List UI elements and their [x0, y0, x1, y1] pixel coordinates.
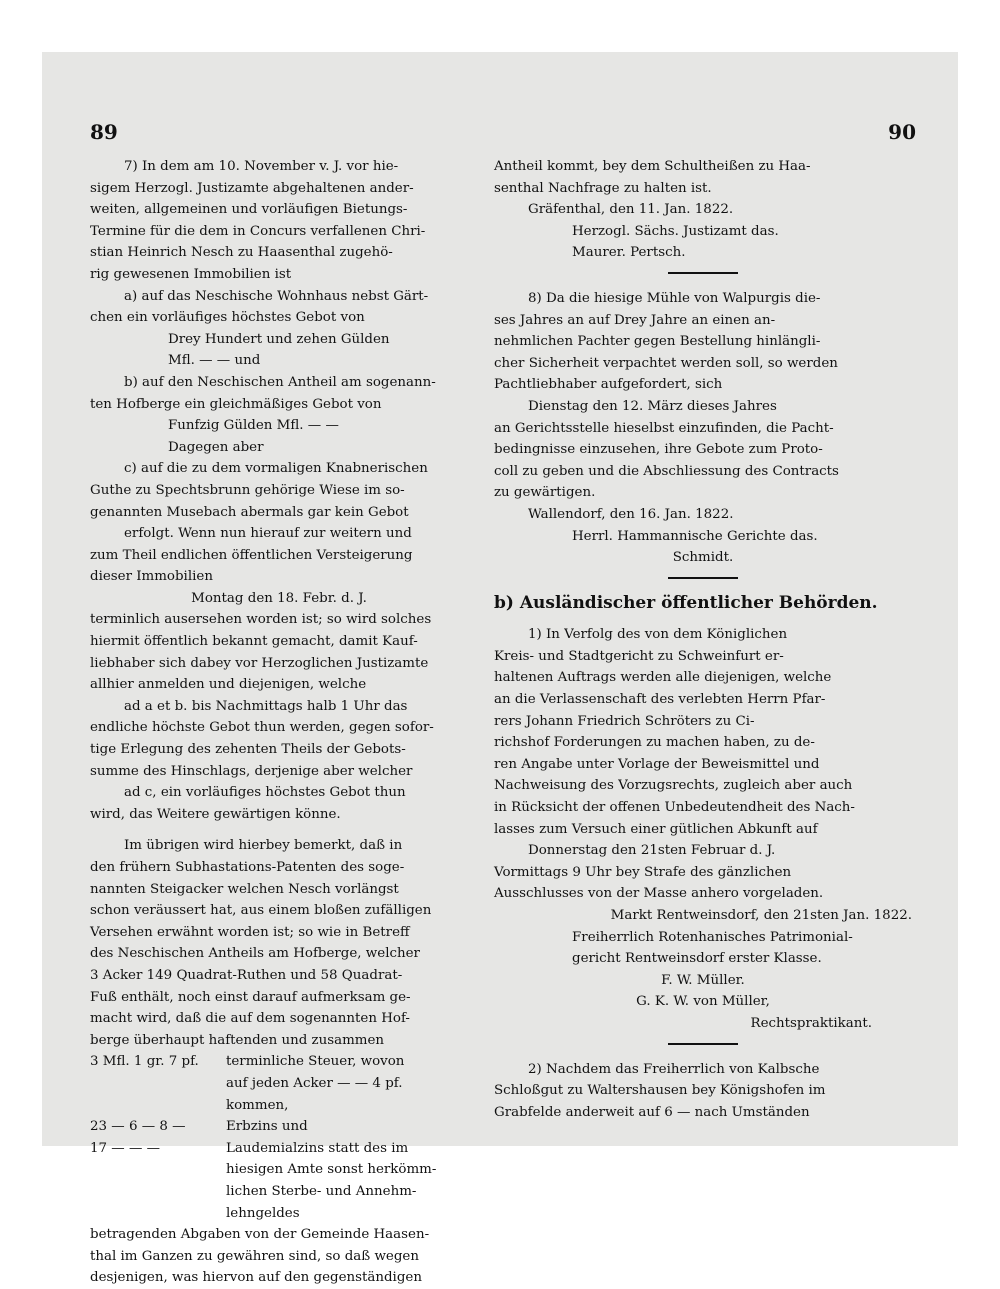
text-line: desjenigen, was hiervon auf den gegenständigen — [90, 1270, 422, 1286]
text-line: Pachtliebhaber aufgefordert, sich — [494, 377, 723, 393]
text-line: coll zu geben und die Abschliessung des Contracts — [494, 463, 839, 479]
notice-7-remarks — [90, 835, 468, 1051]
levy-description — [226, 1138, 468, 1224]
text-line: weiten, allgemeinen und vorläufigen Bietungs- — [90, 202, 408, 218]
text-line: Fuß enthält, noch einst darauf aufmerksam ge- — [90, 989, 411, 1005]
table-row — [90, 1051, 468, 1116]
text-line: den frühern Subhastations-Patenten des soge- — [90, 860, 405, 875]
newspaper-page — [42, 52, 958, 1286]
text-line: macht wird, daß die auf dem sogenannten Hof- — [90, 1011, 410, 1027]
issuing-office: Herzogl. Sächs. Justizamt das. — [572, 223, 779, 239]
signatory: F. W. Müller. — [661, 972, 745, 988]
text-line: 8) Da die hiesige Mühle von Walpurgis die- — [528, 290, 821, 306]
text-line: zum Theil endlichen öffentlichen Versteigerung — [90, 547, 413, 563]
hearing-date: Donnerstag den 21sten Februar d. J. — [528, 843, 776, 859]
notice-7-continuation — [494, 156, 912, 264]
place-date: Markt Rentweinsdorf, den 21sten Jan. 1822. — [610, 908, 912, 923]
text-line: Versehen erwähnt worden ist; so wie in Betreff — [90, 924, 410, 940]
text-line: stian Heinrich Nesch zu Haasenthal zugehö- — [90, 245, 393, 261]
notice-b1 — [494, 624, 912, 1034]
text-line: hiermit öffentlich bekannt gemacht, damit Kauf- — [90, 634, 418, 650]
place-date: Gräfenthal, den 11. Jan. 1822. — [528, 202, 734, 218]
text-line: lehngeldes — [226, 1205, 300, 1221]
notice-b2 — [494, 1059, 912, 1124]
levy-description — [226, 1051, 468, 1116]
text-line: in Rücksicht der offenen Unbedeutendheit des Nach- — [494, 800, 855, 816]
table-row — [90, 1116, 468, 1138]
text-line: summe des Hinschlags, derjenige aber welcher — [90, 763, 413, 779]
text-line: Vormittags 9 Uhr bey Strafe des gänzlichen — [494, 864, 792, 880]
levy-description — [226, 1116, 468, 1138]
text-line: genannten Musebach abermals gar kein Gebot — [90, 504, 409, 520]
text-line: Mfl. — — und — [168, 353, 261, 369]
text-line: liebhaber sich dabey vor Herzoglichen Justizamte — [90, 655, 429, 671]
text-line: 3 Acker 149 Quadrat-Ruthen und 58 Quadrat- — [90, 967, 403, 983]
text-line: rig gewesenen Immobilien ist — [90, 266, 292, 282]
text-line: Im übrigen wird hierbey bemerkt, daß in — [124, 838, 403, 854]
text-line: ses Jahres an auf Drey Jahre an einen an- — [494, 312, 776, 328]
text-line: b) auf den Neschischen Antheil am sogenann- — [124, 374, 436, 390]
section-heading: b) Ausländischer öffentlicher Behörden. — [494, 592, 878, 613]
text-line: chen ein vorläufiges höchstes Gebot von — [90, 310, 365, 326]
text-line: Nachweisung des Vorzugsrechts, zugleich aber auch — [494, 778, 853, 794]
text-line: auf jeden Acker — — 4 pf. — [226, 1075, 403, 1091]
text-line: bedingnisse einzusehen, ihre Gebote zum Proto- — [494, 442, 823, 458]
text-line: 2) Nachdem das Freiherrlich von Kalbsche — [528, 1061, 820, 1077]
text-line: tige Erlegung des zehenten Theils der Gebots- — [90, 742, 406, 758]
text-line: an Gerichtsstelle hieselbst einzufinden, die Pacht- — [494, 420, 834, 436]
bid-amount: Drey Hundert und zehen Gülden — [168, 331, 390, 347]
text-line: dieser Immobilien — [90, 569, 213, 585]
text-line: Dagegen aber — [168, 439, 264, 455]
signatory: G. K. W. von Müller, — [636, 994, 770, 1010]
text-line: Erbzins und — [226, 1119, 308, 1135]
section-divider — [668, 272, 738, 274]
section-divider — [668, 577, 738, 579]
text-line: terminlich ausersehen worden ist; so wird solches — [90, 612, 432, 628]
text-line: haltenen Auftrags werden alle diejenigen, welche — [494, 670, 832, 686]
text-line: allhier anmelden und diejenigen, welche — [90, 677, 367, 693]
text-line: thal im Ganzen zu gewähren sind, so daß wegen — [90, 1248, 419, 1264]
text-line: hiesigen Amte sonst herkömm- — [226, 1162, 437, 1178]
notice-7-terms — [90, 609, 468, 825]
notice-7-item-b — [90, 372, 468, 458]
text-line: kommen, — [226, 1097, 289, 1113]
text-line: an die Verlassenschaft des verlebten Herrn Pfar- — [494, 692, 826, 708]
text-line: rers Johann Friedrich Schröters zu Ci- — [494, 713, 755, 729]
levies-table — [90, 1051, 468, 1224]
text-line: nehmlichen Pachter gegen Bestellung hinlängli- — [494, 334, 821, 350]
left-column — [90, 156, 468, 1289]
text-line: 1) In Verfolg des von dem Königlichen — [528, 627, 788, 643]
text-line: Kreis- und Stadtgericht zu Schweinfurt er- — [494, 648, 784, 664]
issuing-office: gericht Rentweinsdorf erster Klasse. — [572, 951, 822, 967]
table-row — [90, 1138, 468, 1224]
text-line: Schloßgut zu Waltershausen bey Königshofen im — [494, 1083, 826, 1099]
text-line: 7) In dem am 10. November v. J. vor hie- — [124, 159, 399, 174]
text-line: zu gewärtigen. — [494, 485, 596, 501]
text-line: nannten Steigacker welchen Nesch vorlängst — [90, 881, 399, 897]
text-line: Antheil kommt, bey dem Schultheißen zu Haa- — [494, 159, 811, 174]
page-number-right: 90 — [888, 120, 916, 144]
auction-date: Dienstag den 12. März dieses Jahres — [528, 398, 777, 414]
text-line: erfolgt. Wenn nun hierauf zur weitern und — [124, 526, 412, 542]
page-number-left: 89 — [90, 120, 118, 144]
text-line: Termine für die dem in Concurs verfallenen Chri- — [90, 223, 426, 239]
signatory: Schmidt. — [672, 550, 734, 566]
text-line: a) auf das Neschische Wohnhaus nebst Gärt- — [124, 288, 429, 304]
issuing-office: Freiherrlich Rotenhanisches Patrimonial- — [572, 929, 853, 945]
text-line: ten Hofberge ein gleichmäßiges Gebot von — [90, 396, 382, 412]
bid-amount: Funfzig Gülden Mfl. — — — [168, 418, 339, 434]
text-line: betragenden Abgaben von der Gemeinde Haasen- — [90, 1227, 430, 1243]
text-line: senthal Nachfrage zu halten ist. — [494, 180, 712, 196]
text-line: terminliche Steuer, wovon — [226, 1054, 405, 1070]
text-line: c) auf die zu dem vormaligen Knabnerischen — [124, 461, 428, 477]
notice-7-item-c — [90, 458, 468, 609]
auction-date: Montag den 18. Febr. d. J. — [191, 590, 367, 606]
signatories: Maurer. Pertsch. — [572, 245, 686, 261]
right-column — [494, 156, 912, 1123]
text-line: Grabfelde anderweit auf 6 — nach Umständen — [494, 1104, 810, 1120]
text-line: Guthe zu Spechtsbrunn gehörige Wiese im so- — [90, 482, 405, 498]
text-line: cher Sicherheit verpachtet werden soll, so werden — [494, 355, 838, 371]
text-line: endliche höchste Gebot thun werden, gegen sofor- — [90, 720, 434, 736]
text-line: des Neschischen Antheils am Hofberge, welcher — [90, 946, 420, 962]
text-line: richshof Forderungen zu machen haben, zu de- — [494, 735, 815, 751]
text-line: ren Angabe unter Vorlage der Beweismittel und — [494, 756, 820, 772]
place-date: Wallendorf, den 16. Jan. 1822. — [528, 506, 734, 522]
notice-8 — [494, 288, 912, 569]
levy-amount: 23 — 6 — 8 — — [90, 1119, 186, 1135]
text-line: lichen Sterbe- und Annehm- — [226, 1183, 417, 1199]
levy-amount: 3 Mfl. 1 gr. 7 pf. — [90, 1054, 199, 1070]
text-line: sigem Herzogl. Justizamte abgehaltenen ander- — [90, 180, 414, 196]
text-line: ad a et b. bis Nachmittags halb 1 Uhr das — [124, 698, 408, 714]
text-line: Ausschlusses von der Masse anhero vorgeladen. — [494, 886, 824, 902]
notice-7-closing — [90, 1224, 468, 1289]
levy-amount: 17 — — — — [90, 1140, 160, 1156]
signatory-title: Rechtspraktikant. — [750, 1015, 872, 1031]
issuing-office: Herrl. Hammannische Gerichte das. — [572, 528, 818, 544]
text-line: wird, das Weitere gewärtigen könne. — [90, 806, 341, 822]
text-line: lasses zum Versuch einer gütlichen Abkunft auf — [494, 821, 818, 837]
text-line: schon veräussert hat, aus einem bloßen zufälligen — [90, 903, 432, 919]
text-line: Laudemialzins statt des im — [226, 1140, 409, 1156]
text-line: ad c, ein vorläufiges höchstes Gebot thun — [124, 785, 406, 801]
notice-7-item-a — [90, 286, 468, 372]
notice-7-intro — [90, 156, 468, 286]
text-line: berge überhaupt haftenden und zusammen — [90, 1032, 385, 1048]
section-divider — [668, 1043, 738, 1045]
